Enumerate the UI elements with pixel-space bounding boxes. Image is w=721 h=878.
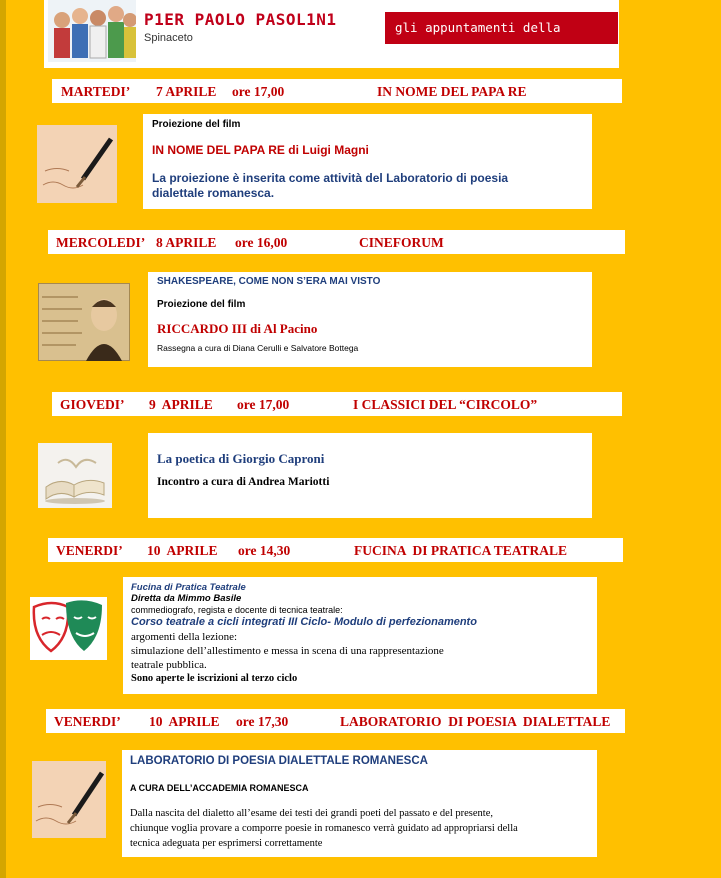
event-title: FUCINA DI PRATICA TEATRALE [354, 543, 568, 558]
event-line: Incontro a cura di Andrea Mariotti [157, 476, 330, 488]
event-day: MARTEDI’ [61, 84, 131, 99]
event-line: Proiezione del film [152, 119, 241, 130]
event-card-4 [123, 577, 597, 694]
event-date: 10 APRILE [149, 714, 220, 729]
event-line: La proiezione è inserita come attività del Laboratorio di poesia [152, 171, 509, 185]
event-bar-1 [52, 79, 622, 103]
event-date: 9 APRILE [149, 397, 213, 412]
week-badge: gli appuntamenti della settimana [385, 12, 618, 44]
event-line: A CURA DELL’ACCADEMIA ROMANESCA [130, 783, 309, 793]
event-line: LABORATORIO DI POESIA DIALETTALE ROMANESCA [130, 755, 428, 767]
event-title: IN NOME DEL PAPA RE [377, 84, 527, 99]
event-line: Dalla nascita del dialetto all’esame dei testi dei grandi poeti del passato e del presente, [130, 808, 493, 819]
event-line: Fucina di Pratica Teatrale [131, 582, 246, 593]
film-title: RICCARDO III di Al Pacino [157, 321, 318, 336]
event-time: ore 14,30 [238, 543, 291, 558]
event-line: commediografo, regista e docente di tecnica teatrale: [131, 605, 343, 615]
event-card-3 [148, 433, 592, 518]
left-edge [0, 0, 6, 878]
shakespeare-icon [38, 283, 130, 361]
event-time: ore 17,30 [236, 714, 289, 729]
event-date: 8 APRILE [156, 235, 217, 250]
event-line: Sono aperte le iscrizioni al terzo ciclo [131, 673, 298, 684]
theater-masks-icon [30, 597, 107, 660]
site-title: P1ER PAOLO PASOL1N1 [144, 10, 337, 29]
event-line: Proiezione del film [157, 299, 246, 310]
logo-people-image [48, 0, 136, 62]
event-bar-3 [52, 392, 622, 416]
event-day: VENERDI’ [56, 543, 123, 558]
event-bar-5 [46, 709, 625, 733]
site-subtitle: Spinaceto [144, 32, 193, 44]
event-card-2 [148, 272, 592, 367]
event-time: ore 16,00 [235, 235, 288, 250]
event-line: tecnica adeguata per esprimersi correttamente [130, 838, 323, 849]
event-line: argomenti della lezione: [131, 631, 238, 643]
event-bar-2 [48, 230, 625, 254]
quill-pen-icon [37, 125, 117, 203]
event-line: Corso teatrale a cicli integrati III Ciclo- Modulo di perfezionamento [131, 616, 477, 628]
event-date: 7 APRILE [156, 84, 217, 99]
event-time: ore 17,00 [232, 84, 285, 99]
event-date: 10 APRILE [147, 543, 218, 558]
event-title: LABORATORIO DI POESIA DIALETTALE [340, 714, 611, 729]
quill-pen-icon [32, 761, 106, 838]
event-time: ore 17,00 [237, 397, 290, 412]
event-bar-4 [48, 538, 623, 562]
film-title: IN NOME DEL PAPA RE di Luigi Magni [152, 143, 369, 157]
event-day: MERCOLEDI’ [56, 235, 146, 250]
event-line: SHAKESPEARE, COME NON S’ERA MAI VISTO [157, 276, 381, 287]
event-day: GIOVEDI’ [60, 397, 125, 412]
header [44, 0, 619, 68]
event-line: chiunque voglia provare a comporre poesie in romanesco verrà guidato ad appropriarsi della [130, 823, 518, 834]
event-day: VENERDI’ [54, 714, 121, 729]
event-card-5 [122, 750, 597, 857]
event-line: teatrale pubblica. [131, 659, 207, 671]
event-title: I CLASSICI DEL “CIRCOLO” [353, 397, 538, 412]
event-line: simulazione dell’allestimento e messa in scena di una rappresentazione [131, 645, 444, 657]
open-book-icon [38, 443, 112, 508]
event-card-1 [143, 114, 592, 209]
event-line: Diretta da Mimmo Basile [131, 593, 242, 604]
event-line: Rassegna a cura di Diana Cerulli e Salvatore Bottega [157, 343, 359, 353]
event-line: dialettale romanesca. [152, 186, 275, 200]
event-line: La poetica di Giorgio Caproni [157, 451, 325, 466]
event-title: CINEFORUM [359, 235, 444, 250]
